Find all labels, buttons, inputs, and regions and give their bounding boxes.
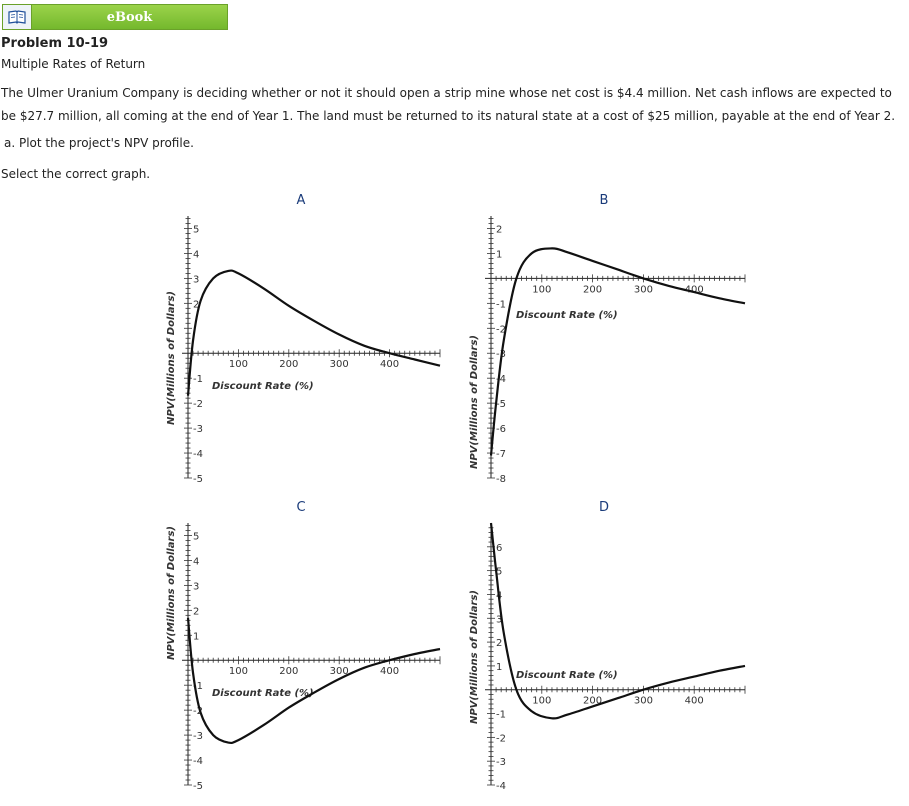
x-tick-label: 400 bbox=[684, 695, 704, 707]
x-tick-label: 200 bbox=[279, 666, 299, 678]
y-tick-label: 5 bbox=[193, 224, 200, 236]
y-tick-label: -2 bbox=[193, 706, 203, 718]
y-tick-label: -1 bbox=[193, 374, 203, 386]
problem-subtitle: Multiple Rates of Return bbox=[1, 57, 146, 71]
graph-d-axes bbox=[485, 523, 745, 792]
graph-c-curve bbox=[188, 618, 440, 743]
y-tick-label: 6 bbox=[496, 542, 503, 554]
instruction-text: Select the correct graph. bbox=[1, 167, 151, 181]
graph-c-ylabel: NPV(Millions of Dollars) bbox=[166, 525, 177, 661]
y-tick-label: -3 bbox=[193, 424, 203, 436]
y-tick-label: -5 bbox=[193, 781, 203, 792]
x-tick-label: 100 bbox=[228, 666, 248, 678]
y-tick-label: -5 bbox=[193, 474, 203, 485]
y-tick-label: -1 bbox=[193, 681, 203, 693]
y-tick-label: -4 bbox=[496, 374, 506, 386]
y-tick-label: 2 bbox=[193, 606, 200, 618]
ebook-button[interactable] bbox=[2, 4, 228, 30]
y-tick-label: 3 bbox=[496, 614, 503, 626]
ebook-label: eBook bbox=[106, 9, 153, 25]
graph-option-c[interactable] bbox=[160, 497, 450, 792]
y-tick-label: -4 bbox=[193, 449, 203, 461]
graph-c-xlabel: Discount Rate (%) bbox=[212, 688, 314, 699]
y-tick-label: 5 bbox=[193, 531, 200, 543]
x-tick-label: 400 bbox=[380, 359, 400, 371]
y-tick-label: -3 bbox=[496, 757, 506, 769]
graph-a-axes bbox=[182, 216, 440, 485]
y-tick-label: -6 bbox=[496, 424, 506, 436]
y-tick-label: -3 bbox=[496, 349, 506, 361]
y-tick-label: -2 bbox=[496, 733, 506, 745]
graph-a-svg bbox=[160, 190, 450, 485]
y-tick-label: 2 bbox=[193, 299, 200, 311]
x-tick-label: 100 bbox=[228, 359, 248, 371]
graph-option-d[interactable] bbox=[460, 497, 750, 792]
graph-b-axes bbox=[485, 216, 745, 485]
graph-d-label: D bbox=[598, 500, 610, 515]
y-tick-label: 4 bbox=[193, 249, 200, 261]
graph-b-xlabel: Discount Rate (%) bbox=[516, 310, 618, 321]
x-tick-label: 200 bbox=[279, 359, 299, 371]
part-a-question: a. Plot the project's NPV profile. bbox=[4, 136, 194, 150]
y-tick-label: -2 bbox=[193, 399, 203, 411]
y-tick-label: -7 bbox=[496, 449, 506, 461]
y-tick-label: 4 bbox=[496, 590, 503, 602]
y-tick-label: -1 bbox=[496, 709, 506, 721]
graph-c-svg bbox=[160, 497, 450, 792]
graph-d-xlabel: Discount Rate (%) bbox=[516, 670, 618, 681]
y-tick-label: 2 bbox=[496, 224, 503, 236]
y-tick-label: -4 bbox=[496, 781, 506, 792]
graph-d-ylabel: NPV(Millions of Dollars) bbox=[469, 589, 480, 725]
y-tick-label: 3 bbox=[193, 581, 200, 593]
book-icon bbox=[3, 5, 32, 29]
y-tick-label: 2 bbox=[496, 638, 503, 650]
x-tick-label: 300 bbox=[633, 284, 653, 296]
y-tick-label: -1 bbox=[496, 299, 506, 311]
x-tick-label: 200 bbox=[583, 284, 603, 296]
y-tick-label: -8 bbox=[496, 474, 506, 485]
graph-a-curve bbox=[188, 271, 440, 396]
graph-a-label: A bbox=[296, 193, 306, 208]
graph-b-svg bbox=[460, 190, 750, 485]
y-tick-label: 1 bbox=[193, 631, 200, 643]
graph-a-xlabel: Discount Rate (%) bbox=[212, 381, 314, 392]
problem-title: Problem 10-19 bbox=[1, 36, 109, 51]
y-tick-label: -5 bbox=[496, 399, 506, 411]
x-tick-label: 400 bbox=[380, 666, 400, 678]
x-tick-label: 400 bbox=[684, 284, 704, 296]
x-tick-label: 300 bbox=[633, 695, 653, 707]
y-tick-label: -3 bbox=[193, 731, 203, 743]
graph-option-b[interactable] bbox=[460, 190, 750, 485]
problem-text: The Ulmer Uranium Company is deciding whether or not it should open a strip mine whose net cost is $4.4 million. Net cash inflows are expected to be $27.7 million, all coming at the end of Year 1. The land must be returned to its natural state at a cost of $25 million, payable at the end of Year 2. bbox=[1, 86, 896, 123]
y-tick-label: 5 bbox=[496, 566, 503, 578]
x-tick-label: 100 bbox=[532, 695, 552, 707]
y-tick-label: -4 bbox=[193, 756, 203, 768]
x-tick-label: 200 bbox=[583, 695, 603, 707]
x-tick-label: 300 bbox=[329, 359, 349, 371]
x-tick-label: 300 bbox=[329, 666, 349, 678]
y-tick-label: -2 bbox=[496, 324, 506, 336]
y-tick-label: 1 bbox=[496, 249, 503, 261]
y-tick-label: 3 bbox=[193, 274, 200, 286]
graph-b-label: B bbox=[599, 193, 609, 208]
y-tick-label: 4 bbox=[193, 556, 200, 568]
graph-b-ylabel: NPV(Millions of Dollars) bbox=[469, 334, 480, 470]
graph-d-svg bbox=[460, 497, 750, 792]
x-tick-label: 100 bbox=[532, 284, 552, 296]
y-tick-label: 1 bbox=[496, 661, 503, 673]
graph-a-ylabel: NPV(Millions of Dollars) bbox=[166, 290, 177, 426]
graph-option-a[interactable] bbox=[160, 190, 450, 485]
graph-c-label: C bbox=[296, 500, 306, 515]
